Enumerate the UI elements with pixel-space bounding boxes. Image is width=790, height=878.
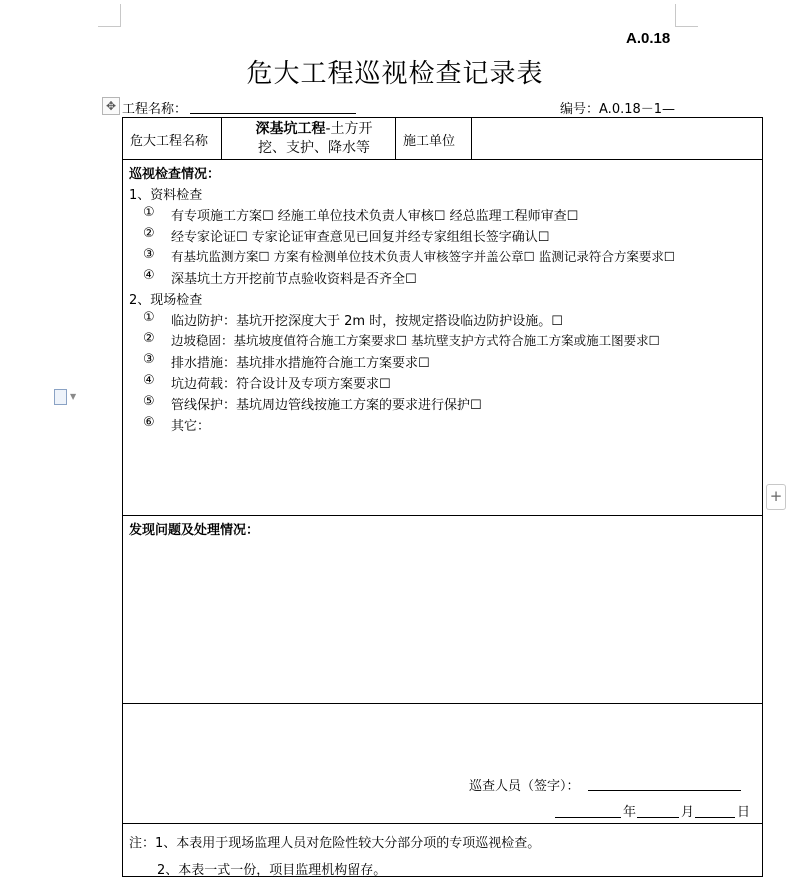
inspection-title: 巡视检查情况： [129,167,221,182]
site-num-2: ② [143,331,155,346]
project-type-rest-1: -土方开 [325,121,373,137]
serial-number [560,98,675,117]
site-item-4[interactable]: 坑边荷载：符合设计及专项方案要求☐ [171,377,391,392]
project-name-label: 工程名称： [122,102,188,117]
day-label: 日 [737,805,751,820]
site-item-1[interactable]: 临边防护：基坑开挖深度大于 2m 时，按规定搭设临边防护设施。☐ [171,314,563,329]
docs-num-4: ④ [143,268,155,283]
site-num-3: ③ [143,352,155,367]
note-line-1: 注：1、本表用于现场监理人员对危险性较大分部分项的专项巡视检查。 [129,836,541,851]
page-corner-mark-right [675,4,698,27]
docs-num-1: ① [143,205,155,220]
site-item-6[interactable]: 其它： [171,419,211,434]
document-icon[interactable] [54,389,67,405]
project-type-rest-2: 挖、支护、降水等 [258,140,370,156]
row-divider [123,703,762,704]
docs-item-1[interactable]: 有专项施工方案☐ 经施工单位技术负责人审核☐ 经总监理工程师审查☐ [171,209,579,224]
project-type-bold: 深基坑工程 [255,121,326,137]
site-item-5[interactable]: 管线保护：基坑周边管线按施工方案的要求进行保护☐ [171,398,482,413]
month-field[interactable] [637,817,679,818]
table-move-handle-icon[interactable]: ✥ [102,97,120,115]
serial-value: A.0.18－1— [599,102,676,117]
docs-num-2: ② [143,226,155,241]
add-row-button[interactable]: + [766,484,786,510]
inspection-record-table [122,117,763,877]
row-divider [123,159,762,160]
site-num-4: ④ [143,373,155,388]
month-label: 月 [681,805,695,820]
site-num-6: ⑥ [143,415,155,430]
site-item-3[interactable]: 排水措施：基坑排水措施符合施工方案要求☐ [171,356,430,371]
site-num-1: ① [143,310,155,325]
site-heading: 2、现场检查 [129,293,203,308]
site-item-2[interactable]: 边坡稳固：基坑坡度值符合施工方案要求☐ 基坑壁支护方式符合施工方案或施工图要求☐ [171,333,660,348]
page-title: 危大工程巡视检查记录表 [246,59,544,89]
inspector-signature-field[interactable] [588,790,741,791]
project-type-label: 危大工程名称 [130,134,209,149]
cell-divider [221,118,222,160]
project-name-field[interactable] [190,113,356,114]
docs-item-2[interactable]: 经专家论证☐ 专家论证审查意见已回复并经专家组组长签字确认☐ [171,230,550,245]
project-type-value[interactable] [235,120,393,158]
construction-unit-label: 施工单位 [403,134,456,149]
docs-num-3: ③ [143,247,155,262]
cell-divider [395,118,396,160]
row-divider [123,823,762,824]
note-line-2: 2、本表一式一份，项目监理机构留存。 [157,863,387,878]
form-code: A.0.18 [626,30,671,47]
site-num-5: ⑤ [143,394,155,409]
cell-divider [471,118,472,160]
chevron-down-icon[interactable]: ▼ [70,392,77,401]
year-field[interactable] [555,817,621,818]
issues-title: 发现问题及处理情况： [129,523,260,538]
docs-heading: 1、资料检查 [129,188,203,203]
day-field[interactable] [695,817,735,818]
inspector-signature-label: 巡查人员（签字）： [469,779,580,794]
row-divider [123,515,762,516]
docs-item-3[interactable]: 有基坑监测方案☐ 方案有检测单位技术负责人审核签字并盖公章☐ 监测记录符合方案要求☐ [171,249,676,264]
year-label: 年 [623,805,637,820]
serial-label: 编号： [560,102,600,117]
page-corner-mark-left [98,4,121,27]
docs-item-4[interactable]: 深基坑土方开挖前节点验收资料是否齐全☐ [171,272,417,287]
